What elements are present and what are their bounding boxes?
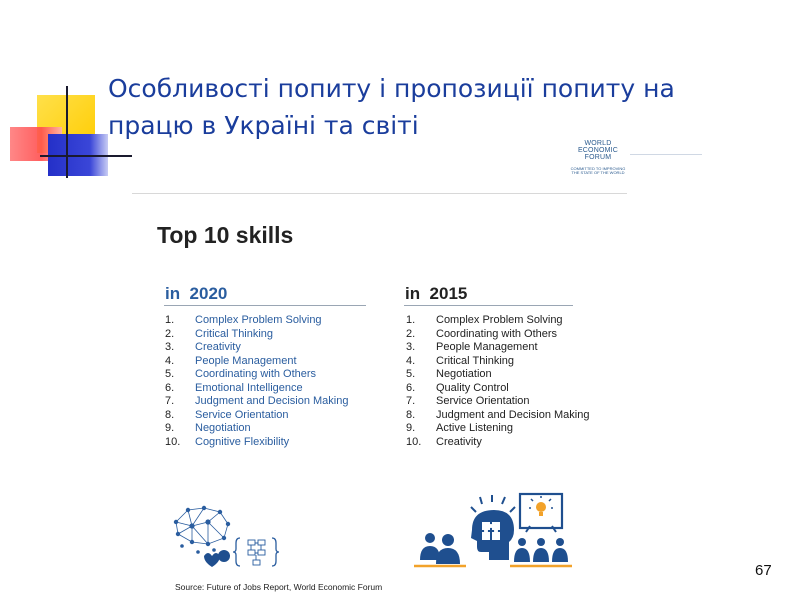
wef-logo-line-3: FORUM <box>584 154 612 161</box>
list-item <box>406 368 589 382</box>
wef-logo-line-2: ECONOMIC <box>577 147 619 154</box>
skill-name: Complex Problem Solving <box>195 314 322 326</box>
item-number: 10. <box>406 435 422 448</box>
item-number: 8. <box>165 408 175 421</box>
list-item <box>165 382 348 396</box>
list-item <box>406 355 589 369</box>
item-number: 10. <box>165 435 181 448</box>
wef-logo-tagline: COMMITTED TO IMPROVING THE STATE OF THE WORLD <box>570 166 626 175</box>
deco-vertical-line <box>66 86 68 178</box>
item-number: 4. <box>406 354 416 367</box>
panel-title: Top 10 skills <box>157 222 294 248</box>
list-item <box>406 314 589 328</box>
item-number: 5. <box>406 368 416 380</box>
list-item <box>406 382 589 396</box>
skill-name: Creativity <box>436 435 482 448</box>
source-caption: Source: Future of Jobs Report, World Economic Forum <box>175 582 383 592</box>
list-item <box>165 409 348 423</box>
skill-name: Judgment and Decision Making <box>436 408 590 421</box>
column-rule-2015 <box>404 305 573 306</box>
list-item <box>165 395 348 409</box>
list-item <box>406 341 589 355</box>
skill-name: Quality Control <box>436 381 509 394</box>
item-number: 5. <box>165 368 175 380</box>
item-number: 2. <box>406 327 416 340</box>
skill-name: People Management <box>195 354 297 367</box>
skill-name: Negotiation <box>195 422 251 434</box>
item-number: 1. <box>406 314 416 326</box>
list-item <box>406 436 589 450</box>
wef-logo <box>568 140 628 175</box>
skill-name: Service Orientation <box>195 408 289 421</box>
list-item <box>165 328 348 342</box>
skill-name: Coordinating with Others <box>436 327 558 340</box>
item-number: 3. <box>406 341 416 353</box>
item-number: 4. <box>165 354 175 367</box>
skill-name: Emotional Intelligence <box>195 381 303 394</box>
panel-top-divider <box>132 193 627 194</box>
item-number: 9. <box>406 422 416 434</box>
list-item <box>406 422 589 436</box>
column-rule-2020 <box>164 305 366 306</box>
item-number: 8. <box>406 408 416 421</box>
item-number: 6. <box>165 381 175 394</box>
skill-name: Coordinating with Others <box>195 368 317 380</box>
skill-name: Critical Thinking <box>436 354 515 367</box>
list-item <box>165 436 348 450</box>
deco-horizontal-line <box>40 155 132 157</box>
list-item <box>406 328 589 342</box>
list-item <box>165 341 348 355</box>
skill-name: People Management <box>436 341 538 353</box>
skill-name: Complex Problem Solving <box>436 314 563 326</box>
list-item <box>165 422 348 436</box>
slide-title: Особливості попиту і пропозиції попиту на працю в Україні та світі <box>108 74 675 140</box>
item-number: 7. <box>165 395 175 407</box>
wef-logo-line-1: WORLD <box>584 140 612 147</box>
item-number: 6. <box>406 381 416 394</box>
logo-divider <box>630 154 702 155</box>
list-item <box>406 395 589 409</box>
teamwork-illustration <box>410 490 574 570</box>
item-number: 2. <box>165 327 175 340</box>
item-number: 7. <box>406 395 416 407</box>
column-heading-2015: in 2015 <box>405 284 468 303</box>
list-item <box>406 409 589 423</box>
item-number: 1. <box>165 314 175 326</box>
item-number: 3. <box>165 341 175 353</box>
item-number: 9. <box>165 422 175 434</box>
skill-name: Negotiation <box>436 368 492 380</box>
skill-name: Creativity <box>195 341 241 353</box>
skill-name: Cognitive Flexibility <box>195 435 290 448</box>
skill-name: Service Orientation <box>436 395 530 407</box>
skill-name: Active Listening <box>436 422 514 434</box>
skills-list-2015 <box>406 314 589 449</box>
skill-name: Judgment and Decision Making <box>195 395 349 407</box>
list-item <box>165 314 348 328</box>
skills-list-2020 <box>165 314 348 449</box>
network-brain-illustration <box>168 502 280 568</box>
skill-name: Critical Thinking <box>195 327 274 340</box>
list-item <box>165 368 348 382</box>
column-heading-2020: in 2020 <box>165 284 228 303</box>
page-number: 67 <box>755 562 772 579</box>
list-item <box>165 355 348 369</box>
